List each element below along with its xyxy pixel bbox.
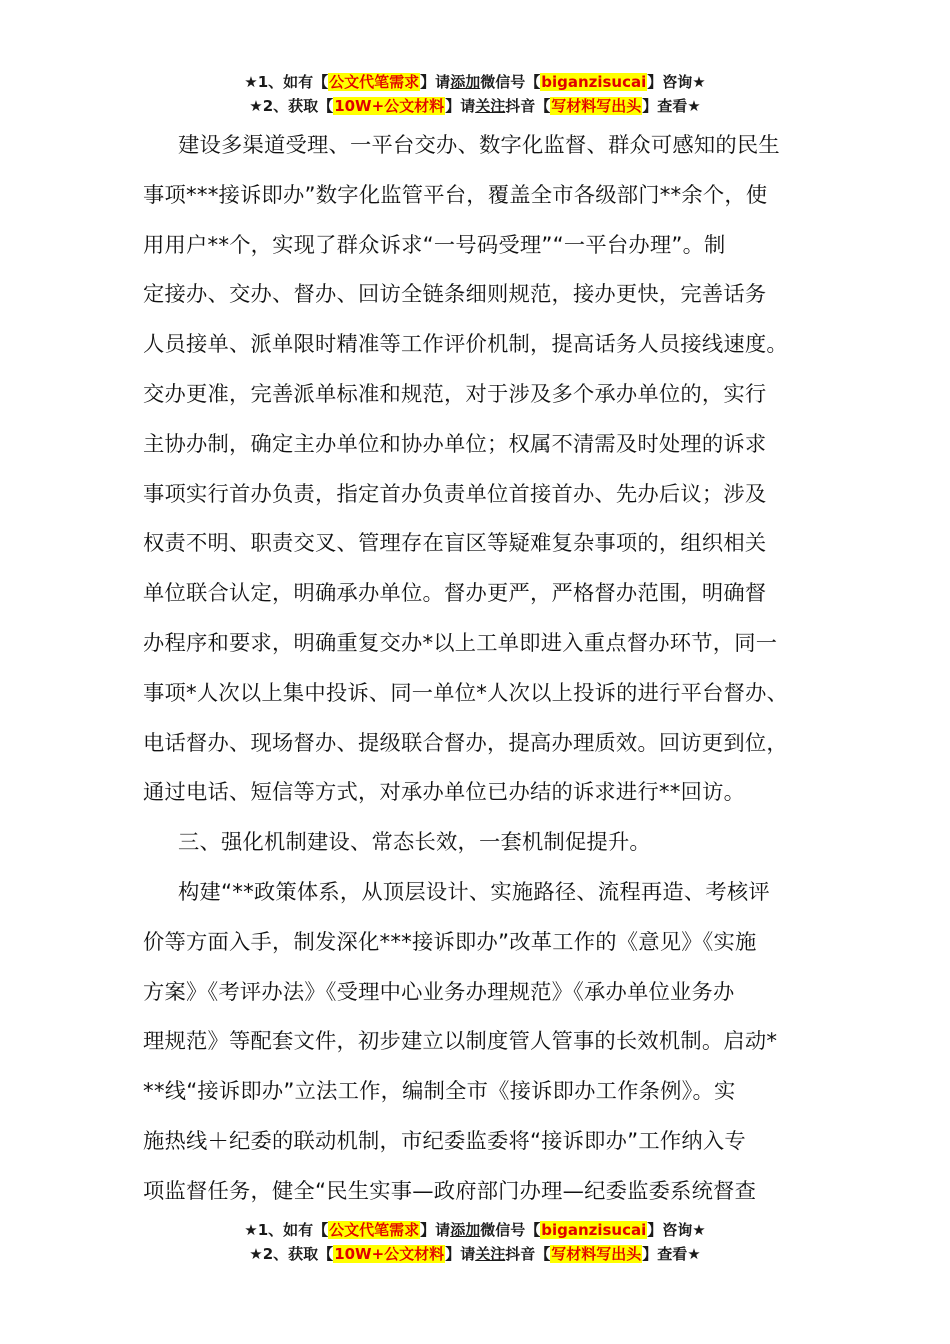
section-heading: 三、强化机制建设、常态长效，一套机制促提升。 <box>178 830 651 856</box>
paragraph-line: 人员接单、派单限时精准等工作评价机制，提高话务人员接线速度。 <box>143 332 788 358</box>
paragraph-line: 主协办制，确定主办单位和协办单位；权属不清需及时处理的诉求 <box>143 431 767 457</box>
paragraph-line: 通过电话、短信等方式，对承办单位已办结的诉求进行**回访。 <box>143 780 746 806</box>
highlight-materials: 10W+公文材料 <box>334 1245 445 1263</box>
paragraph-line: 定接办、交办、督办、回访全链条细则规范，接办更快，完善话务 <box>143 282 767 308</box>
paragraph-line: 办程序和要求，明确重复交办*以上工单即进入重点督办环节，同一 <box>143 630 778 656</box>
header-banner <box>0 70 950 118</box>
paragraph-line: 项监督任务，健全“民生实事—政府部门办理—纪委监委系统督查 <box>143 1178 757 1204</box>
footer-banner <box>0 1218 950 1266</box>
highlight-wechat-id: biganzisucai <box>541 73 647 91</box>
paragraph-line: 事项*人次以上集中投诉、同一单位*人次以上投诉的进行平台督办、 <box>143 680 789 706</box>
highlight-materials: 10W+公文材料 <box>334 97 445 115</box>
highlight-service: 公文代笔需求 <box>329 1221 420 1239</box>
paragraph-line: 价等方面入手，制发深化***接诉即办”改革工作的《意见》《实施 <box>143 929 757 955</box>
paragraph-line: 施热线＋纪委的联动机制，市纪委监委将“接诉即办”工作纳入专 <box>143 1128 746 1154</box>
banner-line-2: ★2、获取【10W+公文材料】请关注抖音【写材料写出头】查看★ <box>249 97 701 115</box>
paragraph-line: **线“接诉即办”立法工作，编制全市《接诉即办工作条例》。实 <box>143 1079 736 1105</box>
paragraph-line: 权责不明、职责交叉、管理存在盲区等疑难复杂事项的，组织相关 <box>143 531 767 557</box>
paragraph-line: 建设多渠道受理、一平台交办、数字化监督、群众可感知的民生 <box>178 133 780 158</box>
highlight-douyin-account: 写材料写出头 <box>551 1245 642 1263</box>
paragraph-line: 用用户**个，实现了群众诉求“一号码受理”“一平台办理”。制 <box>143 232 726 258</box>
paragraph-line: 事项***接诉即办”数字化监管平台，覆盖全市各级部门**余个，使 <box>143 182 768 208</box>
highlight-wechat-id: biganzisucai <box>541 1221 647 1239</box>
highlight-douyin-account: 写材料写出头 <box>551 97 642 115</box>
paragraph-line: 交办更准，完善派单标准和规范，对于涉及多个承办单位的，实行 <box>143 381 767 407</box>
paragraph-line: 构建“**政策体系，从顶层设计、实施路径、流程再造、考核评 <box>178 879 770 905</box>
banner-line-1: ★1、如有【公文代笔需求】请添加微信号【biganzisucai】咨询★ <box>244 1221 706 1239</box>
paragraph-line: 理规范》等配套文件，初步建立以制度管人管事的长效机制。启动* <box>143 1029 778 1055</box>
paragraph-line: 事项实行首办负责，指定首办负责单位首接首办、先办后议；涉及 <box>143 481 767 507</box>
paragraph-line: 单位联合认定，明确承办单位。督办更严，严格督办范围，明确督 <box>143 581 767 607</box>
banner-line-1: ★1、如有【公文代笔需求】请添加微信号【biganzisucai】咨询★ <box>244 73 706 91</box>
paragraph-line: 电话督办、现场督办、提级联合督办，提高办理质效。回访更到位， <box>143 730 788 756</box>
paragraph-line: 方案》《考评办法》《受理中心业务办理规范》《承办单位业务办 <box>143 979 735 1005</box>
highlight-service: 公文代笔需求 <box>329 73 420 91</box>
document-body <box>143 121 833 1217</box>
banner-line-2: ★2、获取【10W+公文材料】请关注抖音【写材料写出头】查看★ <box>249 1245 701 1263</box>
